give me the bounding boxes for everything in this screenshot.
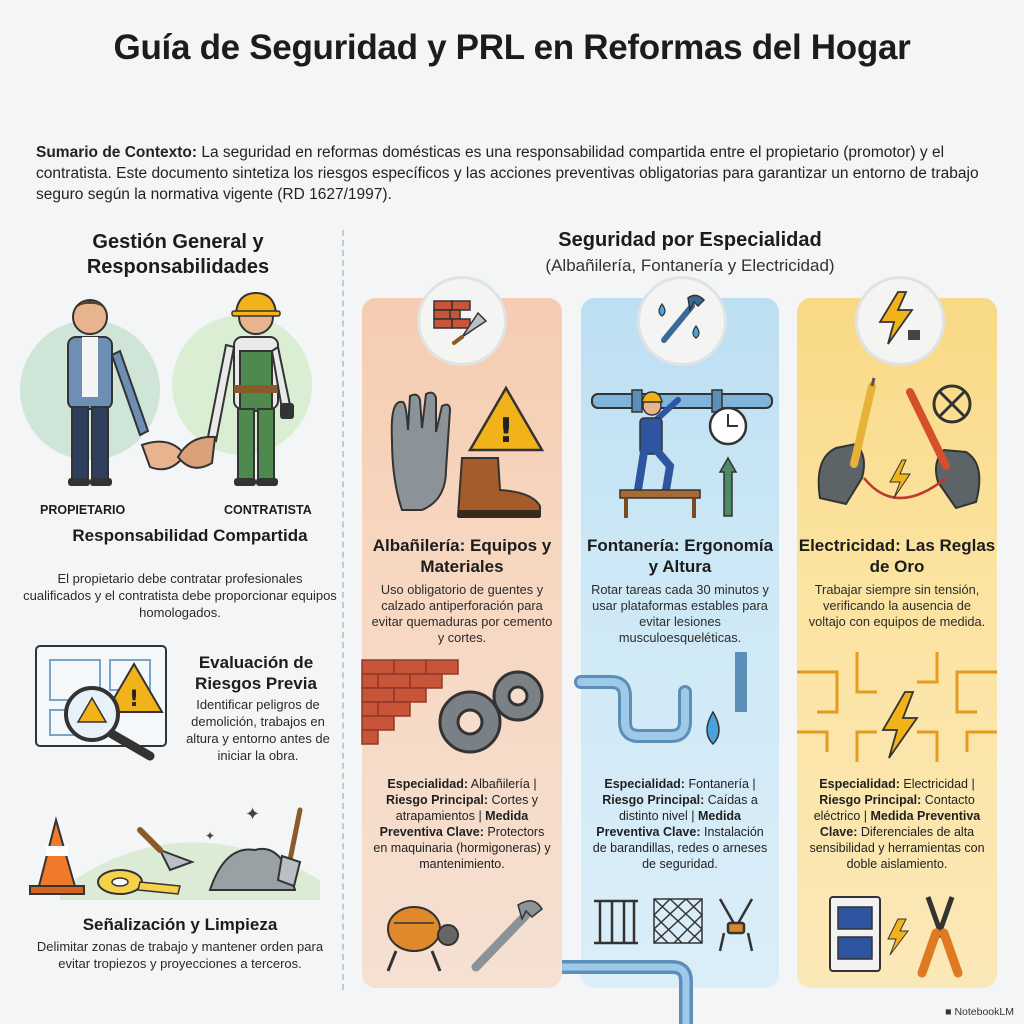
railing-icon: [594, 901, 638, 943]
risk-evaluation-text: Identificar peligros de demolición, trabajos en altura y entorno antes de iniciar la obra.: [186, 697, 330, 763]
water-drop-icon: [707, 712, 719, 744]
specialty-heading: Seguridad por Especialidad: [558, 229, 822, 251]
shared-responsibility-text: El propietario debe contratar profesionales cualificados y el contratista debe proporcionar equipos homologados.: [23, 571, 337, 620]
signaling-text: Delimitar zonas de trabajo y mantener orden para evitar tropiezos y proyecciones a terceros.: [36, 939, 324, 971]
owner-label: PROPIETARIO: [40, 503, 126, 517]
safety-boot-icon: [458, 458, 540, 518]
shared-responsibility-title: Responsabilidad Compartida: [72, 526, 308, 545]
wrench-icon: [476, 901, 542, 967]
bottom-pipe-icon: [562, 955, 702, 1024]
harness-icon: [720, 899, 752, 951]
context-summary: [36, 142, 994, 205]
masonry-detail: Especialidad: Albañilería | Riesgo Principal: Cortes y atrapamientos | Medida Preventiva Clave: Protectors en maquinaria (hormigoneras) y mantenimiento.: [373, 777, 551, 871]
summary-label: Sumario de Contexto:: [36, 144, 198, 161]
worker-platform-illustration: [592, 380, 772, 520]
pliers-icon: [922, 897, 958, 973]
circuit-breaker-icon: [830, 897, 880, 971]
safety-net-icon: [654, 899, 702, 943]
concrete-mixer-icon: [388, 907, 458, 971]
plumbing-text: Rotar tareas cada 30 minutos y usar plataformas estables para evitar lesiones musculoesqueléticas.: [591, 582, 769, 645]
masonry-title: Albañilería: Equipos y Materiales: [372, 536, 552, 576]
electricity-title: Electricidad: Las Reglas de Oro: [798, 536, 996, 576]
electricity-text: Trabajar siempre sin tensión, verificando la ausencia de voltajo con equipos de medida.: [808, 582, 986, 629]
summary-text: La seguridad en reformas domésticas es una responsabilidad compartida entre el propietario (promotor) y el contratista. Este documento sintetiza los riesgos específicos y las acciones preventivas obligatorias para garantizar un entorno de trabajo seguro según la normativa vigente (RD 1627/1997).: [36, 144, 979, 203]
handshake-icon: [142, 437, 215, 469]
contractor-label: CONTRATISTA: [224, 503, 312, 517]
sparkle-icon: ✦: [245, 804, 261, 825]
lightning-plug-icon: [872, 290, 924, 346]
platform-icon: [620, 490, 700, 518]
column-divider: [342, 230, 344, 990]
right-heading: [360, 228, 1020, 278]
fall-protection-illustration: [590, 893, 770, 953]
masonry-tools-illustration: [376, 895, 552, 975]
circuit-lightning-illustration: [797, 652, 997, 762]
masonry-text: Uso obligatorio de guentes y calzado antiperforación para evitar quemaduras por cemento y cortes.: [371, 582, 553, 645]
signaling-title: Señalización y Limpieza: [82, 915, 278, 934]
risk-evaluation-illustration: [30, 640, 180, 760]
lightning-icon: [883, 692, 917, 758]
up-arrow-icon: [720, 458, 736, 516]
pipes-drop-illustration: [581, 652, 779, 762]
brand-logo: ■ NotebookLM: [945, 1006, 1014, 1018]
plumbing-title: Fontanería: Ergonomía y Altura: [586, 536, 774, 576]
voltage-tester-illustration: [806, 378, 990, 518]
wrench-drops-icon: [650, 290, 710, 346]
svg-text:!: !: [128, 687, 140, 712]
risk-evaluation-title: Evaluación de Riesgos Previa: [195, 653, 317, 693]
electricity-detail: Especialidad: Electricidad | Riesgo Principal: Contacto eléctrico | Medida Preventiva Clave: Diferenciales de alta sensibilidad y herramientas con doble aislamiento.: [809, 777, 985, 871]
shovel-icon: [290, 810, 300, 860]
svg-text:!: !: [498, 411, 514, 451]
pipe-icon: [592, 394, 772, 408]
gloves-boot-illustration: [372, 380, 552, 520]
owner-contractor-illustration: [20, 285, 340, 500]
page-title: Guía de Seguridad y PRL en Reformas del Hogar: [113, 28, 911, 67]
electrical-tools-illustration: [824, 893, 974, 975]
plumbing-detail: Especialidad: Fontanería | Riesgo Principal: Caídas a distinto nivel | Medida Preventiva Clave: Instalación de barandillas, redes o arneses de seguridad.: [592, 777, 768, 871]
specialty-subheading: (Albañilería, Fontanería y Electricidad): [545, 256, 835, 275]
gear-icon: [440, 672, 542, 752]
bricks-gears-illustration: [362, 652, 562, 762]
brick-trowel-icon: [432, 293, 488, 343]
svg-text:✦: ✦: [205, 829, 216, 843]
worker-icon: [638, 392, 678, 490]
glove-icon: [392, 393, 450, 510]
left-heading: Gestión General y Responsabilidades: [86, 231, 270, 278]
signaling-cleaning-illustration: [20, 790, 340, 905]
